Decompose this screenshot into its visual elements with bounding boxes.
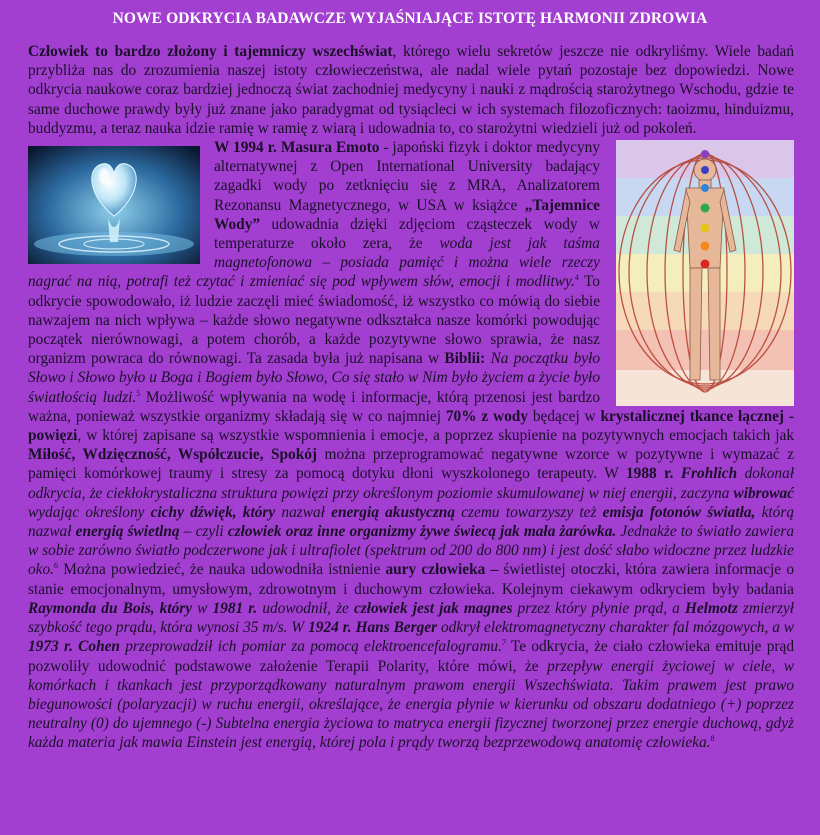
water-heart-image (28, 146, 200, 264)
article-body (28, 42, 794, 753)
footnote-7: 7 (501, 638, 506, 648)
intro-text: , którego wielu sekretów jeszcze nie odkryliśmy. Wiele badań przybliża nas do zrozumienia naszej istoty człowieczeństwa, ale nadal wiele pytań pozostaje bez dopowiedzi. Nowe odkrycia naukowe coraz bardziej jednoczą świat zachodniej medycyny i nauki z mądrością starożytnego Wschodu, gdzie te same duchowe prawdy były już znane jako paradygmat od tysiącleci w ich systemach filozoficznych: taoizmu, hinduizmu, buddyzmu, a teraz nauka idzie ramię w ramię z wiarą i udowadnia to, co starożytni wiedzieli już od pokoleń. (28, 43, 794, 137)
human-aura-chakra-image (616, 140, 794, 406)
intro-paragraph (28, 42, 794, 138)
emoto-paragraph: W 1994 r. Masura Emoto - japoński fizyk i doktor medycyny alternatywnej z Open International University badający zagadki wody po zetknięciu się z MRA, Analizatorem Rezonansu Magnetycznego, w USA w książce „Tajemnice Wody” udowadnia dzięki zdjęciom cząsteczek wody w temperaturze około zera, że woda jest jak taśma magnetofonowa – posiada pamięć i można wiele rzeczy nagrać na nią, potrafi też czytać i zmieniać się pod wpływem słów, emocji i modlitwy.$^4$ To odkrycie spowodowało, iż ludzie zaczęli mieć świadomość, iż wszystko co mówią do siebie nawzajem na nich wpływa – każde słowo negatywne odkształca nasze komórki powodując początek nierównowagi, a potem chorób, a każde pozytywne słowo sprawia, że nasz organizm powraca do równowagi. Ta zasada była już napisana w Biblii: Na początku było Słowo i Słowo było u Boga i Bogiem było Słowo, Co się stało w Nim było życiem a życie było światłością ludzi.$^5$ Możliwość wpływania na wodę i informacje, którą przenosi jest bardzo ważna, ponieważ wszystkie organizmy składają się w co najmniej 70% z wody będącej w krystalicznej tkance łącznej - powięzi, w której zapisane są wszystkie wspomnienia i emocje, a poprzez skupienie na pozytywnych emocjach takich jak Miłość, Wdzięczność, Współczucie, Spokój można przeprogramować negatywne wzorce w pozytywne i wymazać z pamięci komórkowej traumy i stresy za pomocą dotyku dłoni wyszkolonego terapeuty. W 1988 r. Frohlich dokonał odkrycia, że ciekłokrystaliczna struktura powięzi przy określonym poziomie skumulowanej w niej energii, zaczyna wibrować wydając określony cichy dźwięk, który nazwał energią akustyczną czemu towarzyszy też emisja fotonów światła, którą nazwał energią świetlną – czyli człowiek oraz inne organizmy żywe świecą jak mała żarówka. Jednakże to światło zawiera w sobie zarówno światło podczerwone jak i ultrafiolet (spektrum od 200 do 800 nm) i jest dość słabo widoczne przez ludzkie oko.$^6$ Można powiedzieć, że nauka udowodniła istnienie aury człowieka – świetlistej otoczki, która zawiera informacje o stanie emocjonalnym, umysłowym, zdrowotnym i duchowym człowieka. Kolejnym ciekawym odkryciem były badania Raymonda du Bois, który w 1981 r. udowodnił, że człowiek jest jak magnes przez który płynie prąd, a Helmotz zmierzył szybkość tego prądu, która wynosi 35 m/s. W 1924 r. Hans Berger odkrył elektromagnetyczny charakter fal mózgowych, a w 1973 r. Cohen przeprowadził ich pomiar za pomocą elektroencefalogramu.$^7$ Te odkrycia, że ciało człowieka emituje prąd pozwoliły udowodnić podstawowe założenie Terapii Polarity, które mówi, że przepływ energii życiowej w ciele, w komórkach i tkankach jest przyporządkowany naturalnym prawom energii Wszechświata. Takim prawem jest prawo biegunowości (polaryzacji) w ruchu energii, określające, że energia płynie w kierunku od obszaru dodatniego (+) poprzez neutralny (0) do ujemnego (-) Subtelna energia życiowa to matryca energii fizycznej tworzonej przez energie duchową, gdyż każda materia jak mawia Einstein jest energią, której pola i prądy tworzą bezprzewodową anatomię człowieka.$^8$ (28, 139, 795, 752)
footnote-8: 8 (710, 734, 715, 744)
page-title: NOWE ODKRYCIA BADAWCZE WYJAŚNIAJĄCE ISTOTĘ HARMONII ZDROWIA (112, 10, 708, 27)
footnote-5: 5 (136, 388, 141, 398)
footnote-4: 4 (574, 273, 579, 283)
intro-lead: Człowiek to bardzo złożony i tajemniczy wszechświat (28, 43, 393, 60)
footnote-6: 6 (54, 561, 58, 571)
